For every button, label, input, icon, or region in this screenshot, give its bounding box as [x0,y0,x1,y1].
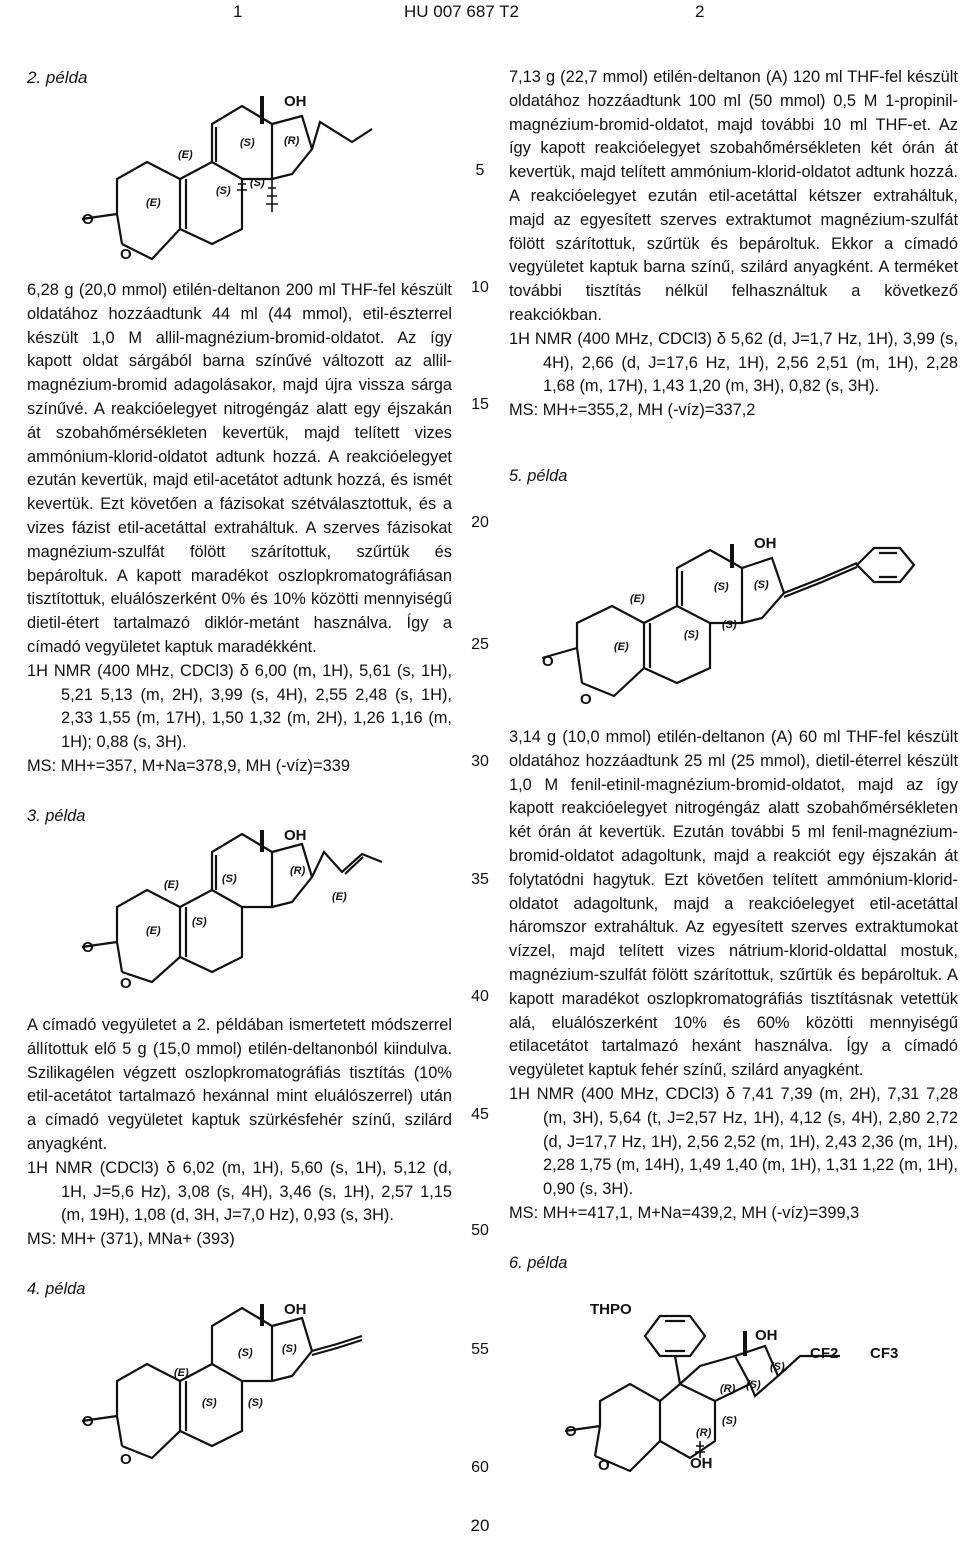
line-number: 15 [471,396,489,413]
stereo-label-s: (S) [192,916,207,928]
example-3-heading: 3. példa [27,806,86,825]
stereo-label-e: (E) [630,593,645,605]
structure-example-6 [540,1296,940,1481]
structure-example-2 [62,84,392,274]
oxygen-label: O [120,246,132,263]
hydroxyl-label: OH [284,827,307,844]
line-number: 10 [471,279,489,296]
stereo-label-s: (S) [238,1347,253,1359]
hydroxyl-label: OH [284,1301,307,1318]
example-5-procedure: 3,14 g (10,0 mmol) etilén-deltanon (A) 60 ml THF-fel készült oldatához hozzáadtunk 25 ml (25 mmol), dietil-éterrel készült 1,0 M fenil-etinil-magnézium-bromid-oldatot, majd az így kapott reakcióelegyet nitrogéngáz alatt szobahőmérsékleten két órán át kevertük. Ezután további 5 ml fenil-magnézium-bromid-oldatot adagoltunk, majd a reakciót egy éjszakán át folytatódni hagytuk. Ezt követően telített ammónium-klorid-oldatot adagoltunk, majd a reakcióelegyet etil-acetáttal háromszor extraháltuk. Az egyesített szerves extraktumokat vízzel, majd telített vizes nátrium-klorid-oldattal mostuk, magnézium-szulfát fölött szárítottuk, szűrtük és bepároltuk. A kapott maradékot oszlopkromatográfiás tisztításnak vetettük alá, eluálószerként 10% és 60% közötti mennyiségű etilacetátot tartalmazó hexánt használva. Így a címadó vegyületet kaptuk fehér színű, szilárd anyagként. [509,728,958,1080]
example-5-ms: MS: MH+=417,1, M+Na=439,2, MH (-víz)=399,3 [509,1203,860,1222]
example-2-text-block [27,279,452,829]
stereo-label-s: (S) [216,185,231,197]
stereo-label-s: (S) [248,1397,263,1409]
stereo-label-s: (S) [770,1361,785,1373]
cf3-label: CF3 [870,1345,899,1362]
hydroxyl-label: OH [755,1327,778,1344]
structure-example-4 [62,1296,392,1476]
page-number-left: 1 [233,2,243,21]
line-number: 55 [471,1341,489,1358]
line-number: 30 [471,753,489,770]
stereo-label-r: (R) [696,1427,712,1439]
stereo-label-e: (E) [146,197,161,209]
oxygen-label: O [120,975,132,992]
stereo-label-s: (S) [746,1379,761,1391]
page-number-right: 2 [695,2,705,21]
example-2-procedure: 6,28 g (20,0 mmol) etilén-deltanon 200 ml THF-fel készült oldatához hozzáadtunk 44 ml (44 mmol), etil-észterrel készült 1,0 M allil-magnézium-bromid-oldatot. Az így kapott oldat sárgából barna színűvé változott az allil-magnézium-bromid adagolásakor, majd újra vissza sárga színűvé. A reakcióelegyet nitrogéngáz alatt egy éjszakán át szobahőmérsékleten kevertük, majd telített vizes ammónium-klorid-oldatot adtunk hozzá. A reakcióelegyet ezután kevertük, majd etil-acetátot adtunk hozzá, és ismét kevertük. Ezt követően a fázisokat szétválasztottuk, és a vizes fázist etil-acetáttal extraháltuk. A szerves fázisokat magnézium-szulfát fölött szárítottuk, szűrtük és bepároltuk. A kapott maradékot oszlopkromatográfiásan tisztítottuk, eluálószerként 0% és 10% közötti mennyiségű dietil-étert tartalmazó diklór-metánt használva. Így a címadó vegyületet kaptuk maradékként. [27,281,452,656]
example-2-nmr: 1H NMR (400 MHz, CDCl3) δ 6,00 (m, 1H), 5,61 (s, 1H), 5,21 5,13 (m, 2H), 3,99 (s, 4H), 2,55 2,48 (s, 1H), 2,33 1,55 (m, 17H), 1,50 1,32 (m, 2H), 1,26 1,16 (m, 1H); 0,88 (s, 3H). [27,661,452,752]
line-number: 60 [471,1459,489,1476]
stereo-label-r: (R) [720,1383,736,1395]
stereo-label-s: (S) [282,1343,297,1355]
stereo-label-e: (E) [164,879,179,891]
line-number: 45 [471,1106,489,1123]
example-3-ms: MS: MH+ (371), MNa+ (393) [27,1230,235,1249]
cf2-label: CF2 [810,1345,839,1362]
example-5-text-block [509,726,958,1276]
stereo-label-e: (E) [178,149,193,161]
example-4-procedure: 7,13 g (22,7 mmol) etilén-deltanon (A) 120 ml THF-fel készült oldatához hozzáadtunk 100 ml (50 mmol) 0,5 M 1-propinil-magnézium-bromid-oldatot, majd további 10 ml THF-et. Az így kapott reakcióelegyet szobahőmérsékleten két órán át kevertük, majd telített ammónium-klorid-oldatot adtunk hozzá. A reakcióelegyet ezután etil-acetáttal kétszer extraháltuk, majd az egyesített szerves extraktumot magnézium-szulfát fölött szárítottuk, szűrtük és bepároltuk. Ekkor a címadó vegyületet kaptuk barna színű, szilárd anyagként. A terméket további tisztítás nélkül felhasználtuk a következő reakciókban. [509,68,958,324]
stereo-label-r: (R) [284,135,300,147]
line-number: 5 [475,162,485,179]
structure-example-5 [522,518,942,718]
line-number: 25 [471,636,489,653]
stereo-label-e: (E) [146,925,161,937]
example-3-text-block [27,1014,452,1302]
stereo-label-s: (S) [722,619,737,631]
line-number: 40 [471,988,489,1005]
stereo-label-s: (S) [714,581,729,593]
stereo-label-s: (S) [202,1397,217,1409]
structure-example-3 [62,822,392,992]
oxygen-label: O [565,1423,577,1440]
oxygen-label: O [82,939,94,956]
example-4-heading: 4. példa [27,1279,86,1298]
line-number: 50 [471,1222,489,1239]
line-number: 20 [471,514,489,531]
stereo-label-e: (E) [614,641,629,653]
example-2-heading: 2. példa [27,68,88,87]
page-number-footer: 20 [470,1516,490,1535]
stereo-label-s: (S) [250,177,265,189]
example-4-ms: MS: MH+=355,2, MH (-víz)=337,2 [509,401,756,420]
oxygen-label: O [82,211,94,228]
example-3-nmr: 1H NMR (CDCl3) δ 6,02 (m, 1H), 5,60 (s, 1H), 5,12 (d, 1H, J=5,6 Hz), 3,08 (s, 4H), 3,46 (s, 1H), 2,57 1,15 (m, 19H), 1,08 (d, 3H, J=7,0 Hz), 0,93 (s, 3H). [27,1158,452,1225]
hydroxyl-label: OH [284,93,307,110]
stereo-label-s: (S) [722,1415,737,1427]
patent-number: HU 007 687 T2 [404,2,519,21]
example-5-heading: 5. példa [509,466,568,485]
example-5-nmr: 1H NMR (400 MHz, CDCl3) δ 7,41 7,39 (m, 2H), 7,31 7,28 (m, 3H), 5,64 (t, J=2,57 Hz, 1H), 4,12 (s, 4H), 2,80 2,72 (d, J=17,7 Hz, 1H), 2,56 2,52 (m, 1H), 2,43 2,36 (m, 1H), 2,28 1,75 (m, 14H), 1,49 1,40 (m, 1H), 1,31 1,22 (m, 1H), 0,90 (s, 3H). [509,1084,958,1199]
stereo-label-e: (E) [174,1367,189,1379]
stereo-label-s: (S) [754,579,769,591]
oxygen-label: O [598,1457,610,1474]
example-4-text-block [509,66,958,489]
stereo-label-s: (S) [222,873,237,885]
example-6-heading: 6. példa [509,1253,568,1272]
oxygen-label: O [120,1451,132,1468]
oxygen-label: O [580,691,592,708]
hydroxyl-label: OH [754,535,777,552]
stereo-label-e: (E) [332,891,347,903]
oxygen-label: O [542,653,554,670]
thpo-label: THPO [590,1301,632,1318]
example-4-nmr: 1H NMR (400 MHz, CDCl3) δ 5,62 (d, J=1,7 Hz, 1H), 3,99 (s, 4H), 2,66 (d, J=17,6 Hz, 1H), 2,56 2,51 (m, 1H), 2,28 1,68 (m, 17H), 1,43 1,20 (m, 3H), 0,82 (s, 3H). [509,329,958,396]
example-2-ms: MS: MH+=357, M+Na=378,9, MH (-víz)=339 [27,756,350,775]
example-3-procedure: A címadó vegyületet a 2. példában ismertetett módszerrel állítottuk elő 5 g (15,0 mmol) etilén-deltanonból kiindulva. Szilikagélen végzett oszlopkromatográfiás tisztítás (10% etil-acetátot tartalmazó hexánnal mint eluálószerrel) után a címadó vegyületet kaptuk szürkésfehér színű, szilárd anyagként. [27,1016,452,1153]
stereo-label-s: (S) [684,629,699,641]
line-number: 35 [471,871,489,888]
stereo-label-r: (R) [290,865,306,877]
hydroxyl-label: OH [690,1455,713,1472]
stereo-label-s: (S) [240,137,255,149]
oxygen-label: O [82,1413,94,1430]
